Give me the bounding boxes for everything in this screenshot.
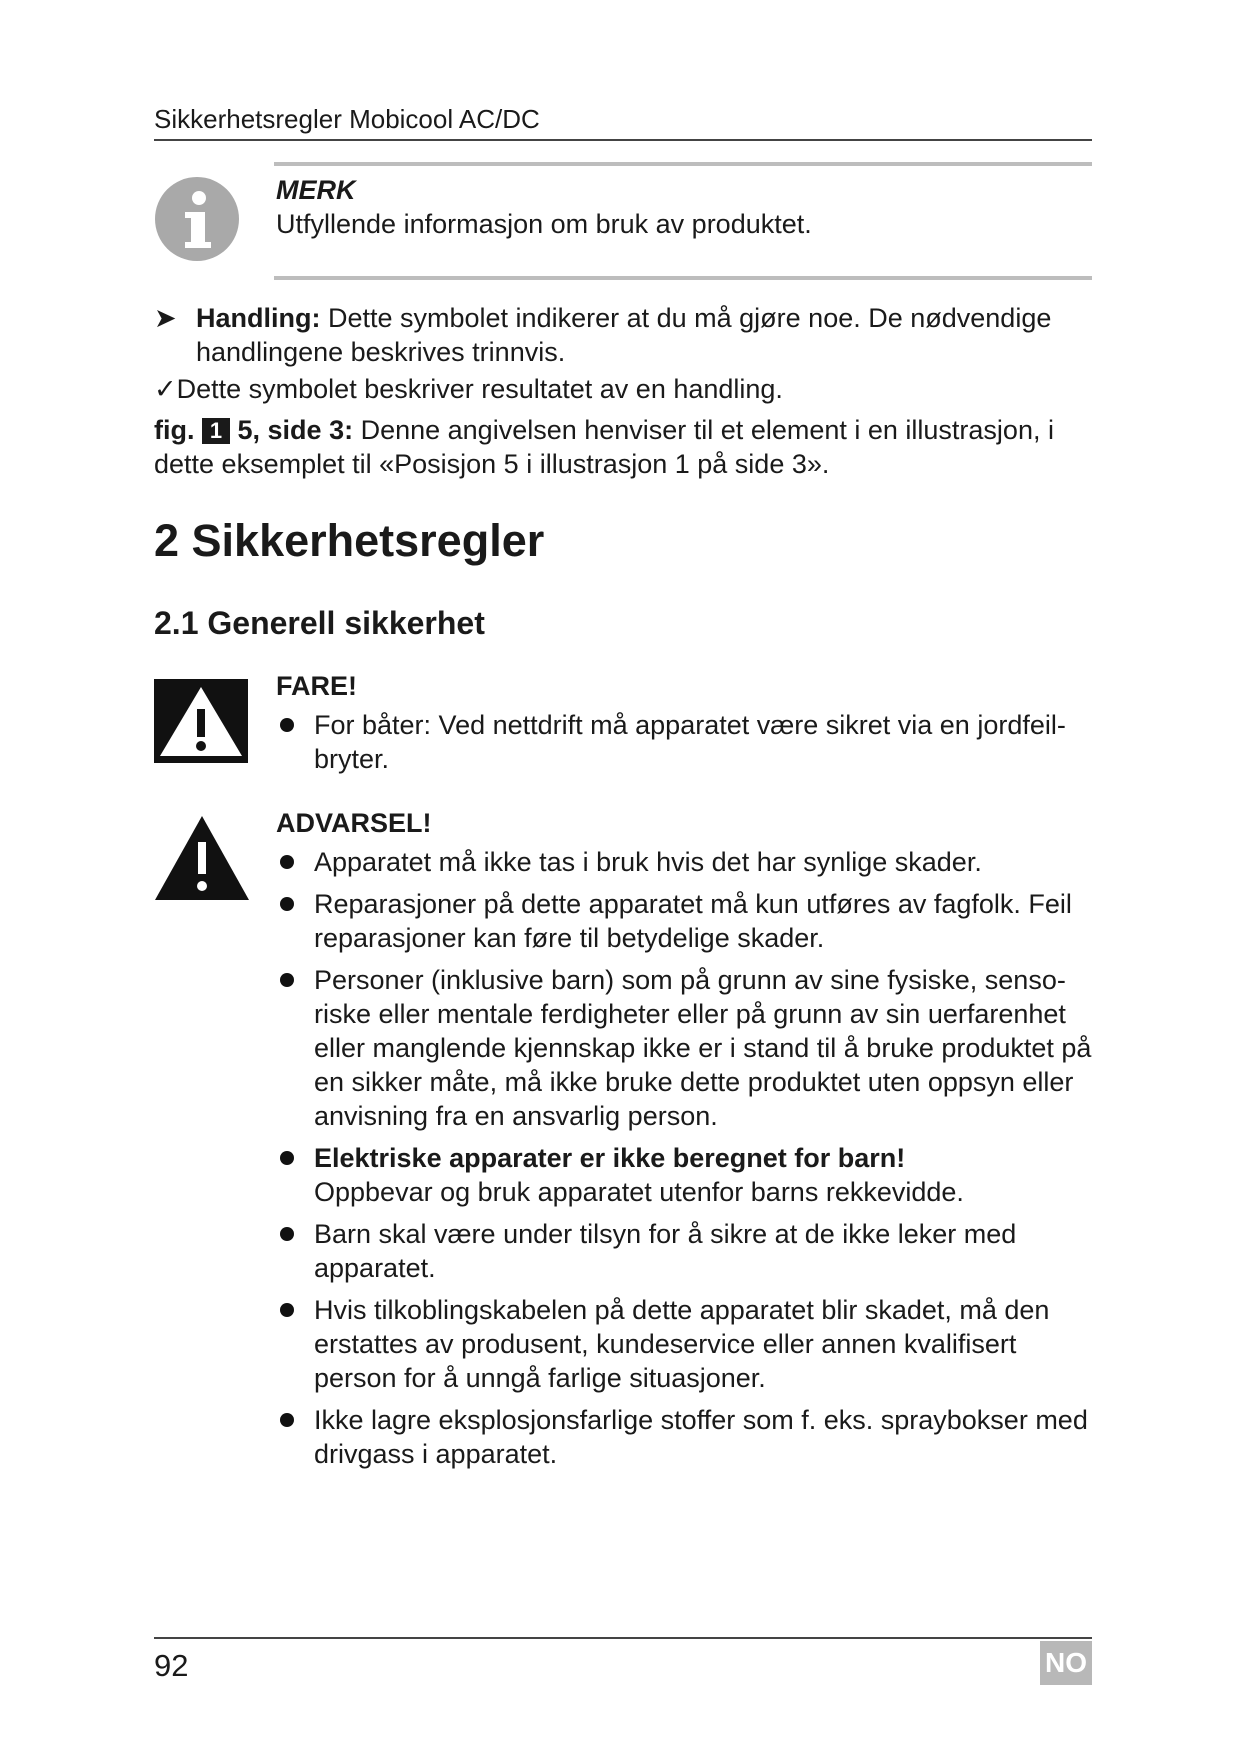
page-number: 92 bbox=[154, 1648, 189, 1683]
bullet-icon bbox=[280, 1413, 294, 1427]
list-item-bold-text: Elektriske apparater er ikke beregnet for barn! bbox=[314, 1143, 906, 1173]
danger-icon bbox=[154, 679, 248, 763]
list-item-text: Apparatet må ikke tas i bruk hvis det har synlige skader. bbox=[314, 847, 982, 877]
section-heading: 2 Sikkerhetsregler bbox=[154, 515, 545, 566]
page-header-title: Sikkerhetsregler Mobicool AC/DC bbox=[154, 104, 540, 134]
action-paragraph bbox=[196, 301, 1096, 369]
warning-title: ADVARSEL! bbox=[276, 808, 432, 838]
danger-list bbox=[270, 708, 1100, 784]
figure-reference-paragraph bbox=[154, 413, 1094, 481]
list-item bbox=[270, 1141, 1100, 1209]
result-paragraph bbox=[154, 372, 1094, 406]
bullet-icon bbox=[280, 1151, 294, 1165]
bullet-icon bbox=[280, 1303, 294, 1317]
bullet-icon bbox=[280, 1227, 294, 1241]
list-item-text: Ikke lagre eksplosjonsfarlige stoffer som f. eks. spraybokser med drivgass i apparatet. bbox=[314, 1405, 1088, 1469]
warning-list bbox=[270, 845, 1100, 1479]
list-item-text: For båter: Ved nettdrift må apparatet være sikret via en jordfeil-bryter. bbox=[314, 710, 1066, 774]
warning-icon bbox=[154, 814, 250, 902]
list-item bbox=[270, 845, 1100, 879]
figure-number-box: 1 bbox=[202, 418, 230, 444]
list-item-text: Personer (inklusive barn) som på grunn av sine fysiske, senso-riske eller mentale ferdigheter eller på grunn av sin uerfarenhet eller manglende kjennskap ikke er i stand til å bruke produktet på en sikker måte, må ikke bruke dette produktet uten oppsyn eller anvisning fra en ansvarlig person. bbox=[314, 965, 1092, 1131]
action-text: Dette symbolet indikerer at du må gjøre noe. De nødvendige handlingene beskrives trinnvis. bbox=[196, 303, 1052, 367]
header-divider bbox=[154, 139, 1092, 141]
list-item bbox=[270, 1403, 1100, 1471]
check-icon: ✓ bbox=[154, 374, 177, 404]
list-item-text: Reparasjoner på dette apparatet må kun utføres av fagfolk. Feil reparasjoner kan føre til betydelige skader. bbox=[314, 889, 1072, 953]
subsection-heading: 2.1 Generell sikkerhet bbox=[154, 605, 485, 641]
list-item-text: Barn skal være under tilsyn for å sikre at de ikke leker med apparatet. bbox=[314, 1219, 1017, 1283]
danger-title: FARE! bbox=[276, 671, 357, 701]
list-item bbox=[270, 887, 1100, 955]
bullet-icon bbox=[280, 973, 294, 987]
list-item bbox=[270, 963, 1100, 1133]
note-text: Utfyllende informasjon om bruk av produktet. bbox=[276, 209, 812, 239]
bullet-icon bbox=[280, 718, 294, 732]
action-arrow-icon: ➤ bbox=[154, 303, 177, 333]
language-badge: NO bbox=[1040, 1641, 1092, 1685]
figure-label-rest: 5, side 3: bbox=[230, 415, 354, 445]
note-title: MERK bbox=[276, 175, 356, 205]
action-label: Handling: bbox=[196, 303, 321, 333]
figure-label: fig. bbox=[154, 415, 195, 445]
info-icon bbox=[154, 176, 240, 262]
list-item bbox=[270, 1293, 1100, 1395]
figure-reference-text: Denne angivelsen henviser til et element i en illustrasjon, i dette eksemplet til «Posisjon 5 i illustrasjon 1 på side 3». bbox=[154, 415, 1054, 479]
result-text: Dette symbolet beskriver resultatet av en handling. bbox=[176, 374, 783, 404]
list-item-text: Oppbevar og bruk apparatet utenfor barns rekkevidde. bbox=[314, 1177, 964, 1207]
bullet-icon bbox=[280, 855, 294, 869]
list-item-text: Hvis tilkoblingskabelen på dette apparatet blir skadet, må den erstattes av produsent, kundeservice eller annen kvalifisert person for å unngå farlige situasjoner. bbox=[314, 1295, 1050, 1393]
list-item bbox=[270, 1217, 1100, 1285]
bullet-icon bbox=[280, 897, 294, 911]
footer-divider bbox=[154, 1637, 1092, 1639]
note-top-rule bbox=[274, 162, 1092, 166]
note-bottom-rule bbox=[274, 276, 1092, 280]
list-item bbox=[270, 708, 1100, 776]
